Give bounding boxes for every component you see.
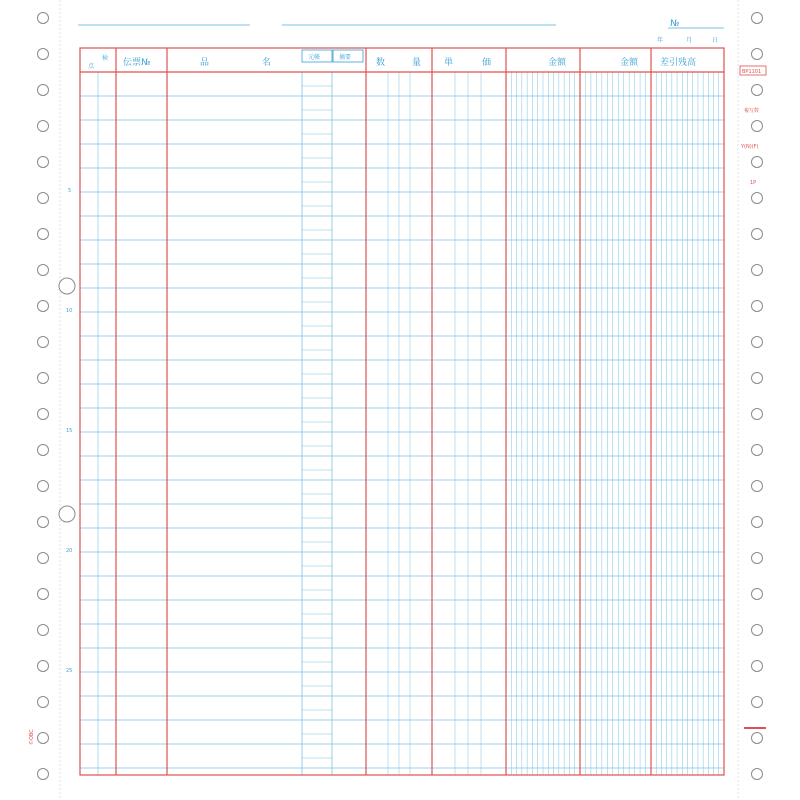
left-vertical-note: ©OBC bbox=[29, 729, 35, 745]
pinfeed-hole bbox=[752, 301, 763, 312]
row-number-25: 25 bbox=[66, 668, 73, 674]
pinfeed-hole bbox=[752, 769, 763, 780]
date-month-label: 月 bbox=[686, 37, 693, 44]
date-year-label: 年 bbox=[657, 37, 664, 44]
pinfeed-hole bbox=[752, 409, 763, 420]
pinfeed-hole bbox=[38, 445, 49, 456]
pinfeed-hole bbox=[38, 625, 49, 636]
pinfeed-hole bbox=[752, 553, 763, 564]
pinfeed-hole bbox=[752, 157, 763, 168]
pinfeed-hole bbox=[38, 337, 49, 348]
copy-type-label: Y(N)(F) bbox=[741, 144, 759, 150]
pinfeed-hole bbox=[38, 193, 49, 204]
pinfeed-hole bbox=[38, 49, 49, 60]
pinfeed-hole bbox=[38, 265, 49, 276]
pinfeed-hole bbox=[38, 733, 49, 744]
copy-count-label: 複写数 bbox=[744, 108, 760, 114]
pinfeed-hole bbox=[752, 625, 763, 636]
form-code: BP1101 bbox=[742, 69, 762, 75]
row-number-5: 5 bbox=[68, 188, 72, 194]
date-day-label: 日 bbox=[712, 37, 719, 44]
pinfeed-hole bbox=[752, 481, 763, 492]
ledger-sub-header: 元帳 bbox=[308, 54, 321, 61]
pinfeed-hole bbox=[38, 13, 49, 24]
pinfeed-hole bbox=[38, 157, 49, 168]
pinfeed-hole bbox=[752, 589, 763, 600]
pinfeed-hole bbox=[752, 193, 763, 204]
left-pinfeed-holes bbox=[38, 13, 49, 780]
pinfeed-hole bbox=[38, 589, 49, 600]
ledger-red-frame bbox=[80, 48, 724, 775]
pinfeed-hole bbox=[752, 733, 763, 744]
quantity-header-right: 量 bbox=[412, 58, 422, 68]
pinfeed-hole bbox=[38, 121, 49, 132]
pinfeed-hole bbox=[752, 697, 763, 708]
item-name-header-right: 名 bbox=[262, 58, 272, 68]
pinfeed-hole bbox=[38, 517, 49, 528]
form-number-label: № bbox=[670, 19, 680, 29]
amount-2-header: 金額 bbox=[620, 58, 639, 68]
balance-header: 差引残高 bbox=[660, 58, 697, 68]
check-header-bottom: 点 bbox=[88, 63, 95, 70]
pinfeed-hole bbox=[752, 13, 763, 24]
quantity-header-left: 数 bbox=[376, 58, 386, 68]
pinfeed-hole bbox=[38, 229, 49, 240]
binding-hole-upper bbox=[59, 278, 75, 294]
pinfeed-hole bbox=[752, 265, 763, 276]
page-label: 1P bbox=[750, 180, 757, 186]
pinfeed-hole bbox=[752, 49, 763, 60]
binding-hole-lower bbox=[59, 506, 75, 522]
unit-price-header-right: 価 bbox=[482, 58, 492, 68]
pinfeed-hole bbox=[752, 373, 763, 384]
pinfeed-hole bbox=[752, 229, 763, 240]
slip-no-header: 伝票№ bbox=[123, 58, 151, 68]
summary-sub-header: 摘要 bbox=[339, 54, 352, 61]
pinfeed-hole bbox=[38, 553, 49, 564]
row-number-15: 15 bbox=[66, 428, 73, 434]
pinfeed-hole bbox=[38, 769, 49, 780]
pinfeed-hole bbox=[38, 301, 49, 312]
pinfeed-hole bbox=[752, 661, 763, 672]
unit-price-header-left: 単 bbox=[444, 58, 454, 68]
pinfeed-hole bbox=[38, 85, 49, 96]
ledger-grid-lines bbox=[80, 72, 724, 775]
pinfeed-hole bbox=[752, 337, 763, 348]
row-number-20: 20 bbox=[66, 548, 73, 554]
item-name-header-left: 品 bbox=[200, 58, 210, 68]
pinfeed-hole bbox=[38, 661, 49, 672]
pinfeed-hole bbox=[38, 373, 49, 384]
pinfeed-hole bbox=[38, 409, 49, 420]
check-header-top: 検 bbox=[102, 55, 109, 62]
right-pinfeed-holes bbox=[752, 13, 763, 780]
row-number-10: 10 bbox=[66, 308, 73, 314]
pinfeed-hole bbox=[38, 697, 49, 708]
pinfeed-hole bbox=[38, 481, 49, 492]
pinfeed-hole bbox=[752, 517, 763, 528]
amount-1-header: 金額 bbox=[548, 58, 567, 68]
pinfeed-hole bbox=[752, 121, 763, 132]
pinfeed-hole bbox=[752, 445, 763, 456]
pinfeed-hole bbox=[752, 85, 763, 96]
